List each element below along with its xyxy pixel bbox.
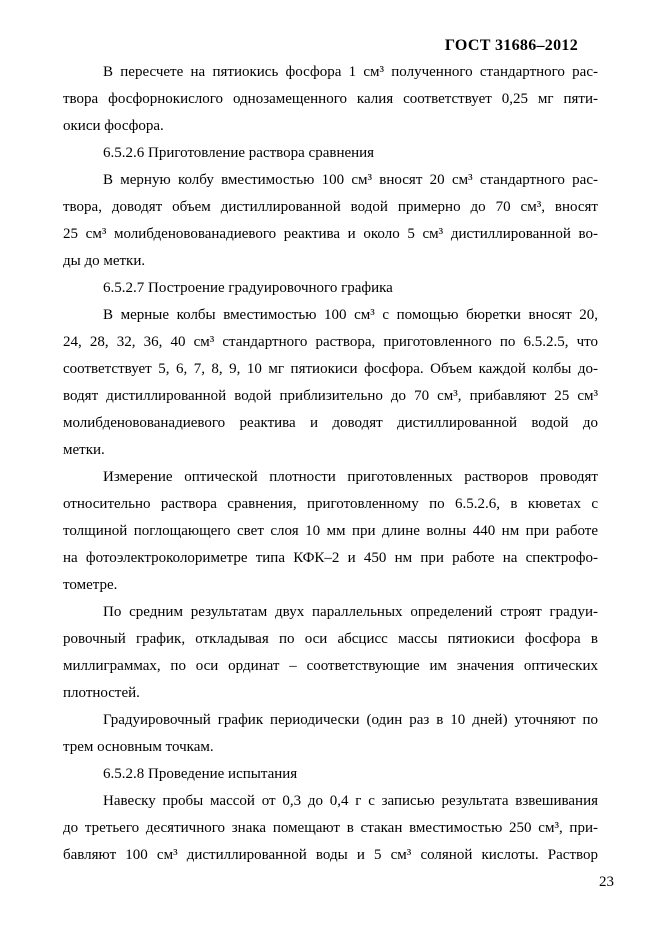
text-line: 24, 28, 32, 36, 40 см³ стандартного раствора, приготовленного по 6.5.2.5, что: [63, 334, 598, 350]
text-line: 6.5.2.6 Приготовление раствора сравнения: [103, 145, 375, 161]
text-line: В пересчете на пятиокись фосфора 1 см³ полученного стандартного рас-: [103, 64, 598, 80]
text-line: соответствует 5, 6, 7, 8, 9, 10 мг пятиокиси фосфора. Объем каждой колбы до-: [63, 361, 598, 377]
text-line: относительно раствора сравнения, приготовленному по 6.5.2.6, в кюветах с: [63, 496, 598, 512]
text-line: По средним результатам двух параллельных определений строят градуи-: [103, 604, 598, 620]
text-line: окиси фосфора.: [63, 118, 164, 134]
text-line: твора фосфорнокислого однозамещенного калия соответствует 0,25 мг пяти-: [63, 91, 598, 107]
text-block: [63, 59, 598, 869]
text-line: трем основным точкам.: [63, 739, 214, 755]
text-line: В мерную колбу вместимостью 100 см³ вносят 20 см³ стандартного рас-: [103, 172, 598, 188]
page-number: 23: [599, 874, 614, 890]
text-line: тометре.: [63, 577, 118, 593]
standard-number-header: ГОСТ 31686–2012: [444, 37, 578, 54]
text-line: метки.: [63, 442, 105, 458]
text-line: молибденовованадиевого реактива и доводят дистиллированной водой до: [63, 415, 598, 431]
text-line: Измерение оптической плотности приготовленных растворов проводят: [103, 469, 598, 485]
text-line: миллиграммах, по оси ординат – соответствующие им значения оптических: [63, 658, 598, 674]
text-line: твора, доводят объем дистиллированной водой примерно до 70 см³, вносят: [63, 199, 598, 215]
text-line: 6.5.2.8 Проведение испытания: [103, 766, 298, 782]
text-line: ды до метки.: [63, 253, 146, 269]
text-line: водят дистиллированной водой приблизительно до 70 см³, прибавляют 25 см³: [63, 388, 598, 404]
text-line: Градуировочный график периодически (один раз в 10 дней) уточняют по: [103, 712, 598, 728]
text-line: 25 см³ молибденовованадиевого реактива и около 5 см³ дистиллированной во-: [63, 226, 598, 242]
text-line: на фотоэлектроколориметре типа КФК–2 и 450 нм при работе на спектрофо-: [63, 550, 598, 566]
text-line: бавляют 100 см³ дистиллированной воды и 5 см³ соляной кислоты. Раствор: [63, 847, 598, 863]
text-line: ровочный график, откладывая по оси абсцисс массы пятиокиси фосфора в: [63, 631, 598, 647]
text-line: Навеску пробы массой от 0,3 до 0,4 г с записью результата взвешивания: [103, 793, 598, 809]
text-line: 6.5.2.7 Построение градуировочного графика: [103, 280, 393, 296]
text-line: плотностей.: [63, 685, 140, 701]
text-line: В мерные колбы вместимостью 100 см³ с помощью бюретки вносят 20,: [103, 307, 598, 323]
text-line: толщиной поглощающего свет слоя 10 мм при длине волны 440 нм при работе: [63, 523, 598, 539]
text-line: до третьего десятичного знака помещают в стакан вместимостью 250 см³, при-: [63, 820, 598, 836]
